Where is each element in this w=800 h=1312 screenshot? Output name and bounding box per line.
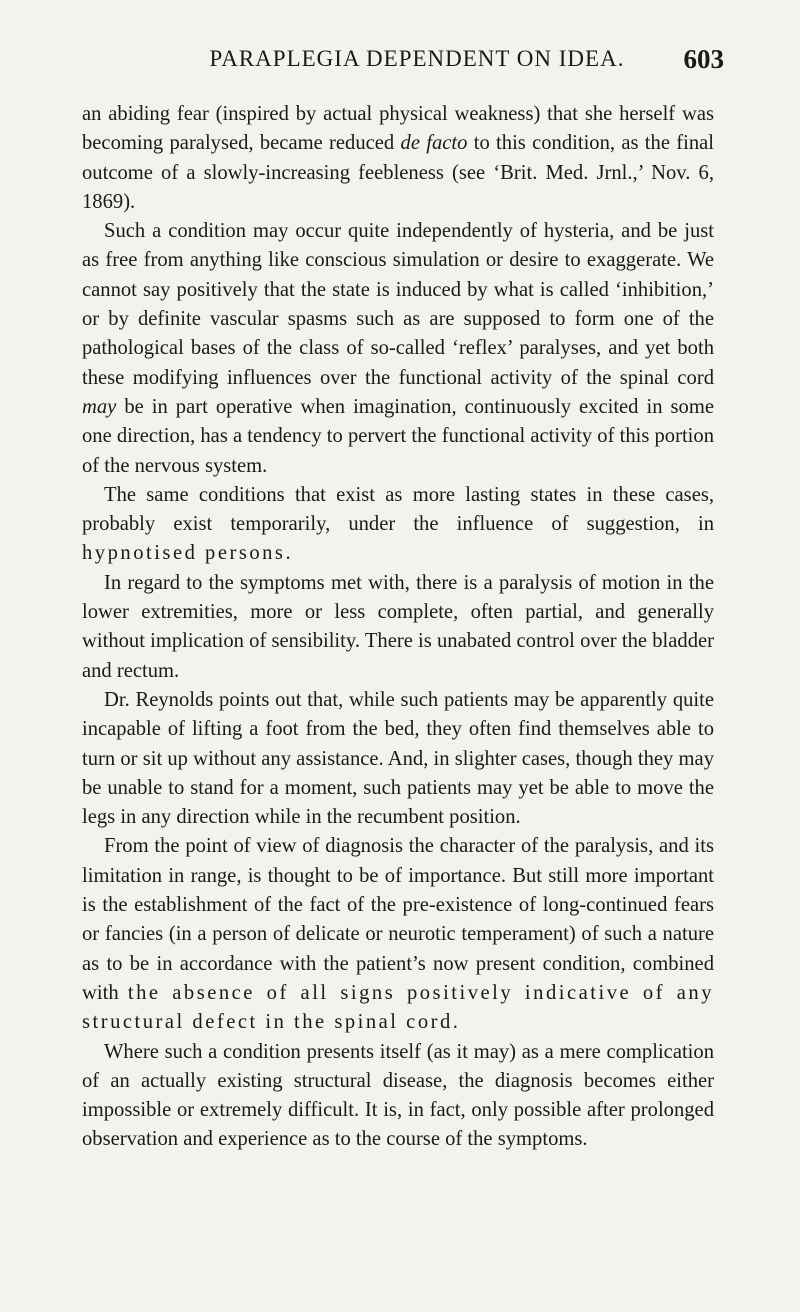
italic-run: de facto — [400, 132, 468, 155]
spaced-run: hypnotised persons. — [82, 542, 294, 565]
text-run: an abiding fear (inspired by actual physical weakness) that she herself was becoming paralysed, became reduced — [82, 103, 714, 155]
running-title: PARAPLEGIA DEPENDENT ON IDEA. — [209, 46, 625, 71]
text-run: The same conditions that exist as more lasting states in these cases, probably exist temporarily, under the influence of suggestion, in — [82, 483, 714, 536]
spaced-run: the absence of all signs positively indicative of any structural defect in the spinal cord. — [82, 981, 714, 1034]
paragraph — [82, 217, 714, 481]
page-header — [110, 44, 724, 74]
paragraph — [82, 481, 714, 569]
paragraph-continued — [82, 100, 714, 217]
paragraph: Dr. Reynolds points out that, while such patients may be apparently quite incapable of lifting a foot from the bed, they often find themselves able to turn or sit up without any assistance. And, in slighter cases, though they may be unable to stand for a moment, such patients may yet be able to move the legs in any direction while in the recumbent position. — [82, 688, 714, 829]
paragraph — [82, 832, 714, 1037]
paragraph: Where such a condition presents itself (as it may) as a mere complication of an actually existing structural disease, the diagnosis becomes either impossible or extremely difficult. It is, in fact, only possible after prolonged observation and experience as to the course of the symptoms. — [82, 1040, 714, 1151]
text-run: From the point of view of diagnosis the character of the paralysis, and its limitation in range, is thought to be of importance. But still more important is the establishment of the fact of the pre-existence of long-continued fears or fancies (in a person of delicate or neurotic temperament) of such a nature as to be in accordance with the patient’s now present condition, combined with — [82, 835, 714, 1004]
paragraph: In regard to the symptoms met with, there is a paralysis of motion in the lower extremities, more or less complete, often partial, and generally without implication of sensibility. There is unabated control over the bladder and rectum. — [82, 571, 714, 682]
text-run: to this condition, as the final outcome of a slowly-increasing feebleness (see ‘Brit. Med. Jrnl.,’ Nov. 6, 1869). — [82, 132, 715, 213]
italic-run: may — [82, 395, 117, 418]
body-text — [82, 100, 714, 1155]
text-run: Such a condition may occur quite independently of hysteria, and be just as free from anything like conscious simulation or desire to exaggerate. We cannot say positively that the state is induced by what is called ‘inhibition,’ or by definite vascular spasms such as are supposed to form one of the pathological bases of the class of so-called ‘reflex’ paralyses, and yet both these modifying influences over the functional activity of the spinal cord — [82, 220, 714, 389]
text-run: be in part operative when imagination, continuously excited in some one direction, has a tendency to pervert the functional activity of this portion of the nervous system. — [82, 395, 714, 477]
page-number: 603 — [683, 44, 724, 74]
